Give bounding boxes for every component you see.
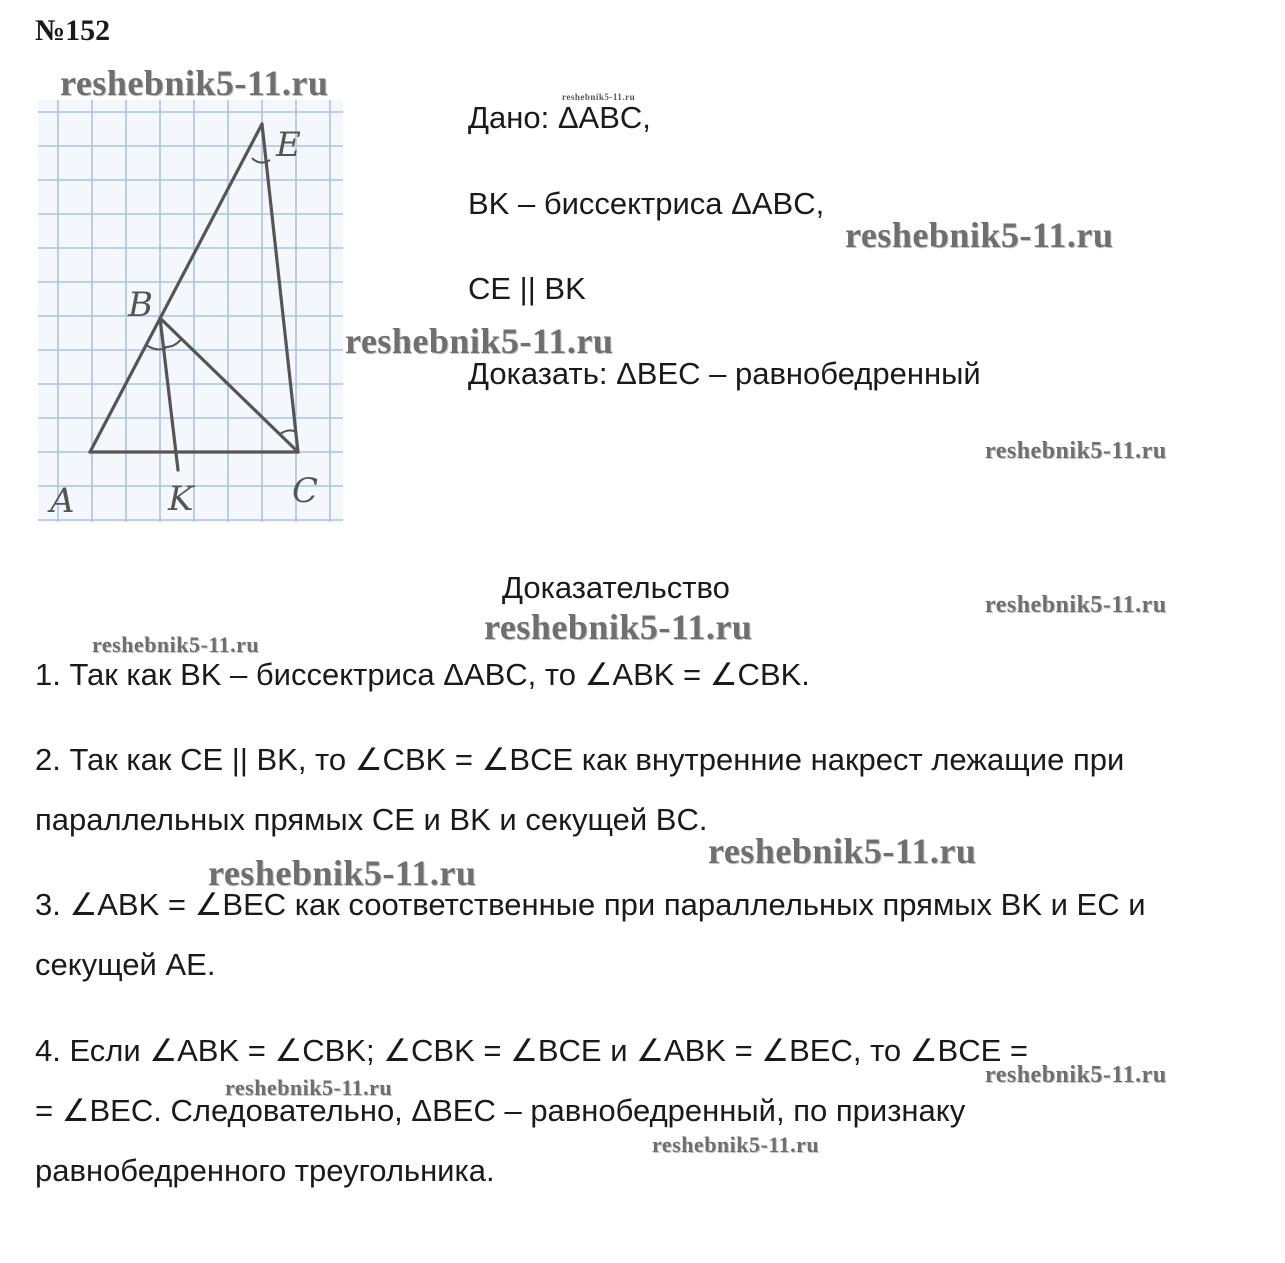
proof-step-2-line-2: параллельных прямых CE и BK и секущей BC. [35,802,708,837]
label-E: E [276,125,301,165]
given-line-2: BK – биссектриса ΔABC, [468,186,825,221]
watermark: reshebnik5-11.ru [985,592,1167,618]
watermark: reshebnik5-11.ru [225,1075,393,1100]
proof-step-4-line-1: 4. Если ∠ABK = ∠CBK; ∠CBK = ∠BCE и ∠ABK = ∠BEC, то ∠BCE = [35,1033,1029,1068]
watermark: reshebnik5-11.ru [985,438,1167,464]
label-A: A [50,481,75,521]
proof-step-4-line-3: равнобедренного треугольника. [35,1153,495,1188]
watermark: reshebnik5-11.ru [652,1132,820,1157]
watermark: reshebnik5-11.ru [60,63,329,103]
proof-step-4-line-2: = ∠BEC. Следовательно, ΔBEC – равнобедренный, по признаку [35,1093,966,1128]
problem-number: №152 [35,14,111,47]
watermark: reshebnik5-11.ru [845,215,1114,255]
watermark: reshebnik5-11.ru [345,321,614,361]
given-line-3: CE || BK [468,271,586,306]
proof-heading: Доказательство [502,570,730,605]
watermark: reshebnik5-11.ru [484,607,753,647]
to-prove-line: Доказать: ΔBEC – равнобедренный [468,356,981,391]
proof-step-3-line-2: секущей AE. [35,947,216,982]
watermark: reshebnik5-11.ru [985,1062,1167,1088]
label-B: B [128,285,153,325]
watermark: reshebnik5-11.ru [208,853,477,893]
label-K: K [168,479,194,519]
proof-step-1: 1. Так как BK – биссектриса ΔABC, то ∠ABK = ∠CBK. [35,657,810,692]
watermark: reshebnik5-11.ru [562,92,636,102]
proof-step-3-line-1: 3. ∠ABK = ∠BEC как соответственные при параллельных прямых BK и EC и [35,887,1146,922]
proof-step-2-line-1: 2. Так как CE || BK, то ∠CBK = ∠BCE как внутренние накрест лежащие при [35,742,1125,777]
watermark: reshebnik5-11.ru [92,632,260,657]
watermark: reshebnik5-11.ru [708,831,977,871]
label-C: C [292,471,319,511]
given-line-1: Дано: ΔABC, [468,100,651,135]
